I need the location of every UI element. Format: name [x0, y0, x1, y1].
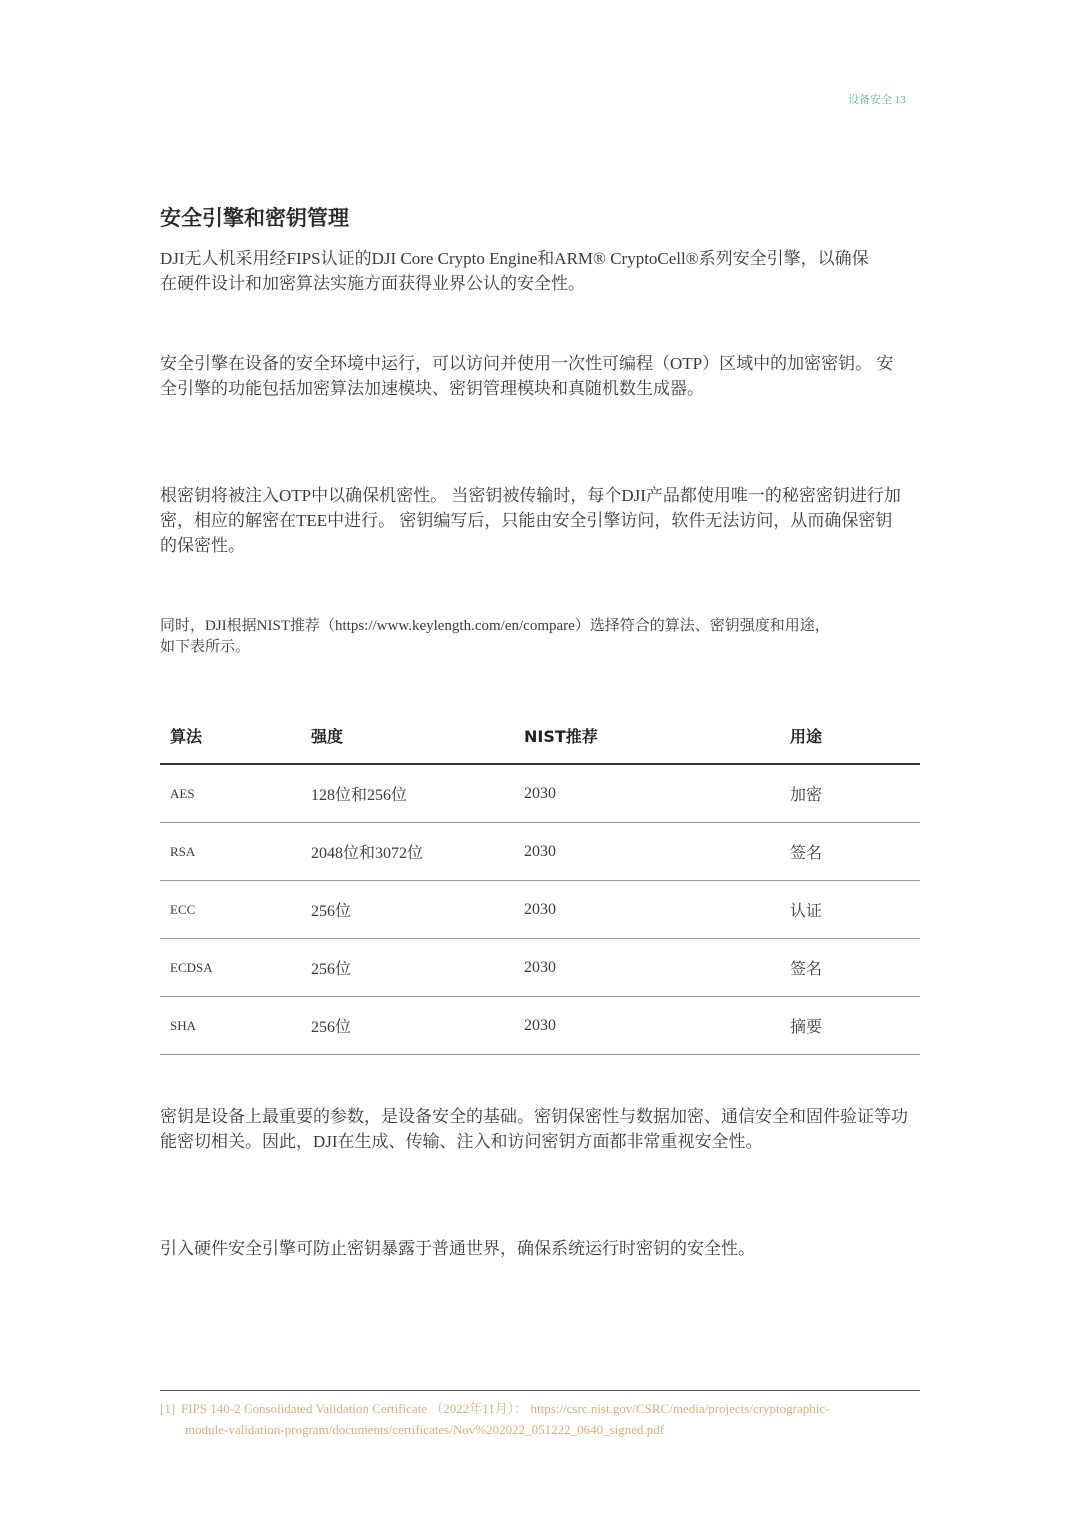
cell-strength: 2048位和3072位 — [311, 845, 424, 862]
algorithm-table — [160, 708, 920, 1055]
table-row — [160, 881, 920, 939]
cell-nist: 2030 — [524, 842, 556, 860]
cell-algorithm: AES — [170, 785, 195, 801]
cell-nist: 2030 — [524, 958, 556, 976]
footnote — [160, 1398, 960, 1440]
cell-algorithm: ECDSA — [170, 959, 213, 975]
cell-usage: 认证 — [790, 903, 823, 920]
paragraph-hardware-engine — [160, 1236, 940, 1261]
table-header-row — [160, 708, 920, 765]
column-header-strength: 强度 — [311, 727, 344, 746]
running-title: 设备安全 13 — [848, 94, 906, 106]
cell-nist: 2030 — [524, 1016, 556, 1034]
paragraph-line: 在硬件设计和加密算法实施方面获得业界公认的安全性。 — [160, 274, 585, 293]
cell-usage: 签名 — [790, 845, 823, 862]
paragraph-line: DJI无人机采用经FIPS认证的DJI Core Crypto Engine和ARM® CryptoCell®系列安全引擎，以确保 — [160, 249, 869, 268]
paragraph-line: 的保密性。 — [160, 536, 245, 555]
footnote-marker: [1] — [160, 1401, 176, 1416]
footnote-divider — [160, 1390, 920, 1391]
cell-nist: 2030 — [524, 900, 556, 918]
table-row — [160, 939, 920, 997]
cell-strength: 256位 — [311, 1019, 352, 1036]
footnote-line: FIPS 140-2 Consolidated Validation Certificate （2022年11月）： https://csrc.nist.gov/CSRC/media/projects/cryptographic- — [181, 1401, 830, 1416]
paragraph-intro — [160, 246, 940, 296]
footnote-line: module-validation-program/documents/certificates/Nov%202022_051222_0640_signed.pdf — [185, 1422, 665, 1437]
paragraph-nist — [160, 616, 940, 658]
paragraph-line: 能密切相关。因此，DJI在生成、传输、注入和访问密钥方面都非常重视安全性。 — [160, 1132, 763, 1151]
column-header-usage: 用途 — [790, 727, 823, 746]
table-row — [160, 765, 920, 823]
cell-algorithm: ECC — [170, 901, 196, 917]
column-header-algorithm: 算法 — [170, 727, 203, 746]
section-heading: 安全引擎和密钥管理 — [160, 206, 349, 230]
cell-usage: 加密 — [790, 787, 823, 804]
paragraph-line: 全引擎的功能包括加密算法加速模块、密钥管理模块和真随机数生成器。 — [160, 379, 704, 398]
column-header-nist: NIST推荐 — [524, 727, 598, 746]
cell-strength: 256位 — [311, 903, 352, 920]
paragraph-engine — [160, 351, 940, 401]
paragraph-line: 引入硬件安全引擎可防止密钥暴露于普通世界，确保系统运行时密钥的安全性。 — [160, 1239, 755, 1258]
cell-nist: 2030 — [524, 784, 556, 802]
paragraph-line: 根密钥将被注入OTP中以确保机密性。 当密钥被传输时，每个DJI产品都使用唯一的秘密密钥进行加 — [160, 486, 901, 505]
paragraph-line: 如下表所示。 — [160, 639, 251, 655]
cell-algorithm: RSA — [170, 843, 196, 859]
paragraph-key-importance — [160, 1104, 940, 1154]
paragraph-line: 密钥是设备上最重要的参数，是设备安全的基础。密钥保密性与数据加密、通信安全和固件验证等功 — [160, 1107, 908, 1126]
cell-usage: 摘要 — [790, 1019, 823, 1036]
cell-strength: 128位和256位 — [311, 787, 408, 804]
cell-usage: 签名 — [790, 961, 823, 978]
table-row — [160, 997, 920, 1055]
paragraph-root-key — [160, 483, 940, 558]
paragraph-line: 同时，DJI根据NIST推荐（https://www.keylength.com/en/compare）选择符合的算法、密钥强度和用途， — [160, 618, 830, 634]
paragraph-line: 密，相应的解密在TEE中进行。 密钥编写后，只能由安全引擎访问，软件无法访问，从而确保密钥 — [160, 511, 893, 530]
table-row — [160, 823, 920, 881]
paragraph-line: 安全引擎在设备的安全环境中运行，可以访问并使用一次性可编程（OTP）区域中的加密密钥。 安 — [160, 354, 894, 373]
cell-strength: 256位 — [311, 961, 352, 978]
cell-algorithm: SHA — [170, 1017, 197, 1033]
